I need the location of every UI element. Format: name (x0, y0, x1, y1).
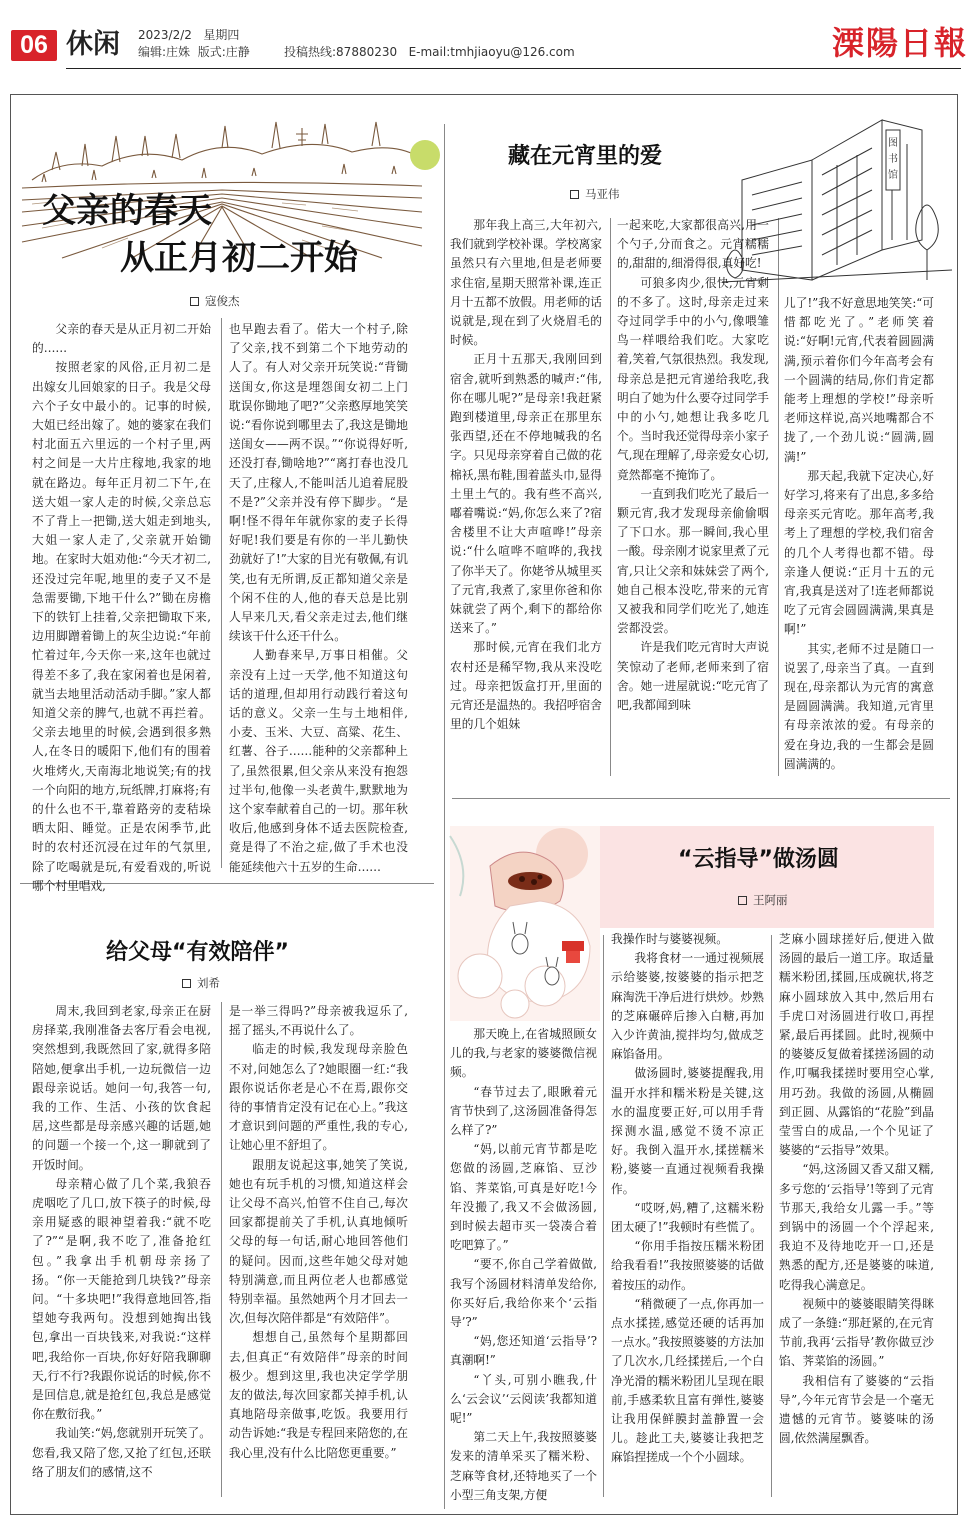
paragraph: 做汤圆时,婆婆提醒我,用温开水拌和糯米粉是关键,这水的温度要正好,可以用手背探测水温,感觉不烫不凉正好。我倒入温开水,揉搓糯米粉,婆婆一直通过视频看我操作。 (611, 1066, 764, 1196)
paragraph: 视频中的婆婆眼睛笑得眯成了一条缝:“那赶紧的,在元宵节前,我再‘云指导’教你做豆沙馅、荠菜馅的汤圆。” (779, 1296, 934, 1369)
article1-title-line1: 父亲的春天 (42, 191, 212, 231)
byline-box-icon (738, 896, 747, 905)
article4-author: 王阿丽 (753, 893, 788, 907)
email: E-mail:tmhjiaoyu@126.com (408, 45, 575, 59)
paragraph: 其实,老师不过是随口一说罢了,母亲当了真。一直到现在,母亲都认为元宵的寓意是圆圆满满。我知道,元宵里有母亲浓浓的爱。有母亲的爱在身边,我的一生都会是圆圆满满的。 (784, 641, 934, 771)
paragraph: 也早跑去看了。偌大一个村子,除了父亲,找不到第二个下地劳动的人了。有人对父亲开玩笑说:“背锄送闺女,你这是埋怨闺女初二上门耽误你锄地了吧?”父亲憨厚地笑笑说:“看你说到哪里去了,我这是锄地送闺女——两不误。”“你说得好听,还没打春,锄啥地?”“离打春也没几天了,庄稼人,不能叫活儿追着屁股不是?”父亲并没有停下脚步。“是啊!怪不得年年就你家的麦子长得好呢!我们要是有你的一半儿勤快劲就好了!”大家的目光有敬佩,有讥笑,也有无所谓,反正都知道父亲是个闲不住的人,他的春天总是比别人早来几天,看父亲走过去,他们继续该干什么还干什么。 (229, 322, 408, 644)
paragraph: “妈,您还知道‘云指导’?真潮啊!” (450, 1334, 597, 1368)
paragraph: 一直到我们吃光了最后一颗元宵,我才发现母亲偷偷咽了下口水。那一瞬间,我心里一酸。母亲刚才说家里煮了元宵,只让父亲和妹妹尝了两个,她自己根本没吃,带来的元宵又被我和同学们吃光了,她连尝都没尝。 (617, 486, 769, 636)
divider-art3-columns (221, 1002, 222, 1497)
paragraph: “稍微硬了一点,你再加一点水揉搓,感觉还硬的话再加一点水。”我按照婆婆的方法加了几次水,几经揉搓后,一个白净光滑的糯米粉团儿呈现在眼前,手感柔软且富有弹性,婆婆让我用保鲜膜封盖静置一会儿。趁此工夫,婆婆让我把芝麻馅捏搓成一个个小圆球。 (611, 1296, 764, 1465)
weekday: 星期四 (203, 28, 240, 42)
paragraph: 我相信有了婆婆的“云指导”,今年元宵节会是一个毫无遗憾的元宵节。婆婆味的汤圆,依然满屋飘香。 (779, 1373, 934, 1446)
paragraph: 儿了!”我不好意思地笑笑:“可惜都吃光了。”老师笑着说:“好啊!元宵,代表着圆圆满满,预示着你们今年高考会有一个圆满的结局,你们肯定都能考上理想的学校!”母亲听老师这样说,高兴地嘴都合不拢了,一个劲儿说:“圆满,圆满!” (784, 296, 934, 464)
masthead-logo: 溧陽日報 (832, 24, 969, 62)
library-sign-char-1: 图 (888, 138, 898, 149)
divider-main-vertical (444, 124, 445, 1509)
byline-box-icon (182, 979, 191, 988)
article4-column-1 (450, 1025, 597, 1507)
library-sign-char-2: 书 (888, 154, 898, 165)
article3-title: 给父母“有效陪伴” (106, 940, 289, 965)
article1-byline (190, 293, 240, 309)
article1-column-2 (229, 320, 408, 880)
divider-art2-col2 (778, 218, 779, 776)
article1-author: 寇俊杰 (205, 294, 240, 308)
article3-column-1 (32, 1002, 211, 1507)
divider-art2-col1 (610, 218, 611, 776)
paragraph: “哎呀,妈,糟了,这糯米粉团太硬了!”我顿时有些慌了。 (611, 1200, 764, 1235)
paragraph: 按照老家的风俗,正月初二是出嫁女儿回娘家的日子。我是父母六个子女中最小的。记事的时候,大姐已经出嫁了。她的婆家在我们村北面五六里远的一个村子里,两村之间是一大片庄稼地,我家的地就在路边。每年正月初二下午,在送大姐一家人走的时候,父亲总忘不了背上一把锄,送大姐走到地头,大姐一家人走了,父亲就开始锄地。在家时大姐劝他:“今天才初二,还没过完年呢,地里的麦子又不是急需要锄,下地干什么?”锄在房檐下的铁钉上挂着,父亲把锄取下来,边用脚蹭着锄上的灰尘边说:“年前忙着过年,今天你一来,这年也就过得差不多了,我在家闲着也是闲着,就当去地里活动活动手脚。”家人都知道父亲的脾气,也就不再拦着。父亲去地里的时候,会遇到很多熟人,在冬日的暖阳下,他们有的围着火堆烤火,天南海北地说笑;有的找一个向阳的地方,玩纸牌,打麻将;有的什么也不干,靠着路旁的麦秸垛晒太阳、睡觉。正是农闲季节,此时的农村还沉浸在过年的气氛里,除了吃喝就是玩,有爱看戏的,听说哪个村里唱戏, (32, 360, 211, 893)
article2-title: 藏在元宵里的爱 (508, 144, 663, 169)
article2-column-3 (784, 294, 934, 776)
paragraph: “你用手指按压糯米粉团给我看看!”我按照婆婆的话做着按压的动作。 (611, 1239, 764, 1292)
paragraph: 许是我们吃元宵时大声说笑惊动了老师,老师来到了宿舍。她一进屋就说:“吃元宵了吧,我都闻到味 (617, 640, 769, 713)
article4-title-banner (598, 826, 934, 928)
article3-author: 刘希 (197, 976, 220, 990)
divider-art1-columns (221, 318, 222, 868)
page-header (0, 0, 969, 76)
paragraph: 我讪笑:“妈,您就别开玩笑了。您看,我又陪了您,又抢了红包,还联络了朋友们的感情,这不 (32, 1426, 211, 1479)
article2-column-1 (450, 216, 602, 776)
decorative-green-dot (410, 140, 440, 170)
paragraph: 想想自己,虽然每个星期都回去,但真正“有效陪伴”母亲的时间极少。想到这里,我也决定学学朋友的做法,每次回家都关掉手机,认真地陪母亲做事,吃饭。我要用行动告诉她:“我是专程回来陪您的,在我心里,没有什么比陪您更重要。” (229, 1330, 408, 1460)
article3-byline (182, 975, 220, 991)
paragraph: 跟朋友说起这事,她笑了笑说,她也有玩手机的习惯,知道这样会让父母不高兴,怕管不住自己,每次回家都提前关了手机,认真地倾听父母的每一句话,耐心地回答他们的疑问。因而,这些年她父母对她特别满意,而且两位老人也都感觉特别幸福。虽然她两个月才回去一次,但每次陪伴都是“有效陪伴”。 (229, 1157, 408, 1326)
paragraph: 一起来吃,大家都很高兴,用一个勺子,分而食之。元宵糯糯的,甜甜的,细滑得很,真好吃! (617, 218, 769, 271)
section-title: 休闲 (66, 29, 120, 60)
paragraph: 那天起,我就下定决心,好好学习,将来有了出息,多多给母亲买元宵吃。那年高考,我考上了理想的学校,我们宿舍的几个人考得也都不错。母亲逢人便说:“正月十五的元宵,我真是送对了!连老师都说吃了元宵会圆圆满满,果真是啊!” (784, 468, 934, 637)
article2-author: 马亚伟 (585, 187, 620, 201)
paragraph: 是一举三得吗?”母亲被我逗乐了,摇了摇头,不再说什么了。 (229, 1004, 408, 1038)
page-number: 06 (11, 30, 57, 61)
article1-column-1 (32, 320, 211, 893)
paragraph: “丫头,可别小瞧我,什么‘云会议’‘云阅读’我都知道呢!” (450, 1372, 597, 1426)
article2-byline (570, 186, 620, 202)
article4-title: “云指导”做汤圆 (678, 847, 839, 872)
paragraph: 母亲精心做了几个菜,我狼吞虎咽吃了几口,放下筷子的时候,母亲用疑惑的眼神望着我:“就不吃了?”“是啊,我不吃了,准备抢红包。”我拿出手机朝母亲扬了扬。“你一天能抢到几块钱?”母亲问。“十多块吧!”我得意地回答,指望她夸我两句。没想到她掏出钱包,拿出一百块钱来,对我说:“这样吧,我给你一百块,你好好陪我聊聊天,行不行?我跟你说话的时候,你不是回信息,就是抢红包,我总是感觉你在敷衍我。” (32, 1176, 211, 1422)
paragraph: 那时候,元宵在我们北方农村还是稀罕物,我从来没吃过。母亲把饭盒打开,里面的元宵还是温热的。我招呼宿舍里的几个姐妹 (450, 640, 602, 732)
paragraph: 我将食材一一通过视频展示给婆婆,按婆婆的指示把芝麻淘洗干净后进行烘炒。炒熟的芝麻碾碎后掺入白糖,再加入少许黄油,搅拌均匀,做成芝麻馅备用。 (611, 951, 764, 1062)
byline-box-icon (570, 190, 579, 199)
article4-column-2 (611, 930, 764, 1507)
paragraph: 芝麻小圆球搓好后,便进入做汤圆的最后一道工序。取适量糯米粉团,揉圆,压成碗状,将芝麻小圆球放入其中,然后用右手虎口对汤圆进行收口,再捏紧,最后再揉圆。此时,视频中的婆婆反复做着揉搓汤圆的动作,叮嘱我揉搓时要用空心掌,用巧劲。我做的汤圆,从椭圆到正圆、从露馅的“花脸”到晶莹雪白的成品,一个个见证了婆婆的“云指导”效果。 (779, 932, 934, 1158)
paragraph: 人勤春来早,万事日相催。父亲没有上过一天学,他不知道这句话的道理,但却用行动践行着这句话的意义。父亲一生与土地相伴,小麦、玉米、大豆、高粱、花生、红薯、谷子……能种的父亲都种上了,虽然很累,但父亲从来没有抱怨过半句,他像一头老黄牛,默默地为这个家奉献着自己的一切。那年秋收后,他感到身体不适去医院检查,竟是得了不治之症,做了手术也没能延续他六十五岁的生命…… (229, 648, 408, 874)
hotline: 投稿热线:87880230 (284, 45, 398, 59)
issue-date: 2023/2/2 (138, 28, 192, 42)
header-rule (66, 68, 961, 69)
farmland-landscape-illustration (22, 108, 422, 258)
article3-column-2 (229, 1002, 408, 1507)
editor: 编辑:庄姝 (138, 45, 191, 59)
article1-title-line2: 从正月初二开始 (120, 238, 358, 278)
divider-art4-col2 (771, 935, 772, 1497)
paragraph: 正月十五那天,我刚回到宿舍,就听到熟悉的喊声:“伟,你在哪儿呢?”是母亲!我赶紧跑到楼道里,母亲正在那里东张西望,还在不停地喊我的名字。只见母亲穿着自己做的花棉袄,黑布鞋,围着蓝头巾,显得土里土气的。我有些不高兴,嘟着嘴说:“妈,你怎么来了?宿舍楼里不让大声喧哗!”母亲说:“什么喧哗不喧哗的,我找了你半天了。你姥爷从城里买了元宵,我煮了,家里你爸和你妹就尝了两个,剩下的都给你送来了。” (450, 352, 602, 636)
editor-line (138, 44, 250, 60)
divider-right-horizontal (452, 798, 950, 799)
paragraph: “妈,以前元宵节都是吃您做的汤圆,芝麻馅、豆沙馅、荠菜馅,可真是好吃!今年没搬了,我又不会做汤圆,到时候去超市买一袋凑合着吃吧算了。” (450, 1142, 597, 1253)
divider-art4-col1 (603, 935, 604, 1497)
paragraph: 父亲的春天是从正月初二开始的…… (32, 322, 211, 356)
paragraph: 临走的时候,我发现母亲脸色不对,问她怎么了?她眼圈一红:“我跟你说话你老是心不在焉,跟你交待的事情肯定没有记在心上。”我这才意识到问题的严重性,我的专心,让她心里不舒坦了。 (229, 1042, 408, 1153)
paragraph: 第二天上午,我按照婆婆发来的清单采买了糯米粉、芝麻等食材,还特地买了一个小型三角支架,方便 (450, 1430, 597, 1502)
issue-date-line (138, 27, 239, 43)
article2-column-2 (617, 216, 769, 776)
paragraph: 可狼多肉少,很快,元宵剩的不多了。这时,母亲走过来夺过同学手中的小勺,像喂雏鸟一样喂给我们吃。大家吃着,笑着,气氛很热烈。我发现,母亲总是把元宵递给我吃,我明白了她为什么要夺过同学手中的小勺,她想让我多吃几个。当时我还觉得母亲小家子气,现在理解了,母亲爱女心切,竟然都毫不掩饰了。 (617, 275, 769, 482)
paragraph: 我操作时与婆婆视频。 (611, 932, 728, 946)
article4-byline (738, 892, 788, 908)
library-sign-char-3: 馆 (888, 170, 898, 181)
paragraph: “要不,你自己学着做做,我写个汤圆材料清单发给你,你买好后,我给你来个‘云指导’?” (450, 1257, 597, 1330)
contact-line (284, 44, 575, 60)
paragraph: “春节过去了,眼瞅着元宵节快到了,这汤圆准备得怎么样了?” (450, 1084, 597, 1138)
paragraph: 周末,我回到老家,母亲正在厨房择菜,我刚准备去客厅看会电视,突然想到,我既然回了家,就得多陪陪她,便拿出手机,一边玩微信一边跟母亲说话。她问一句,我答一句,我的工作、生活、小孩的饮食起居,这些都是母亲感兴趣的话题,她的问题一个接一个,这一聊就到了开饭时间。 (32, 1004, 211, 1172)
article4-column-3 (779, 930, 934, 1507)
designer: 版式:庄静 (197, 45, 250, 59)
paragraph: 那年我上高三,大年初六,我们就到学校补课。学校离家虽然只有六里地,但是老师要求住宿,星期天照常补课,连正月十五都不放假。用老师的话说就是,现在到了火烧眉毛的时候。 (450, 218, 602, 348)
byline-box-icon (190, 297, 199, 306)
paragraph: “妈,这汤圆又香又甜又糯,多亏您的‘云指导’!等到了元宵节那天,我给女儿露一手。”等到锅中的汤圆一个个浮起来,我迫不及待地吃开一口,还是熟悉的配方,还是婆婆的味道,吃得我心满意足。 (779, 1162, 934, 1292)
tangyuan-illustration (450, 826, 600, 1021)
paragraph: 那天晚上,在省城照顾女儿的我,与老家的婆婆微信视频。 (450, 1027, 597, 1080)
